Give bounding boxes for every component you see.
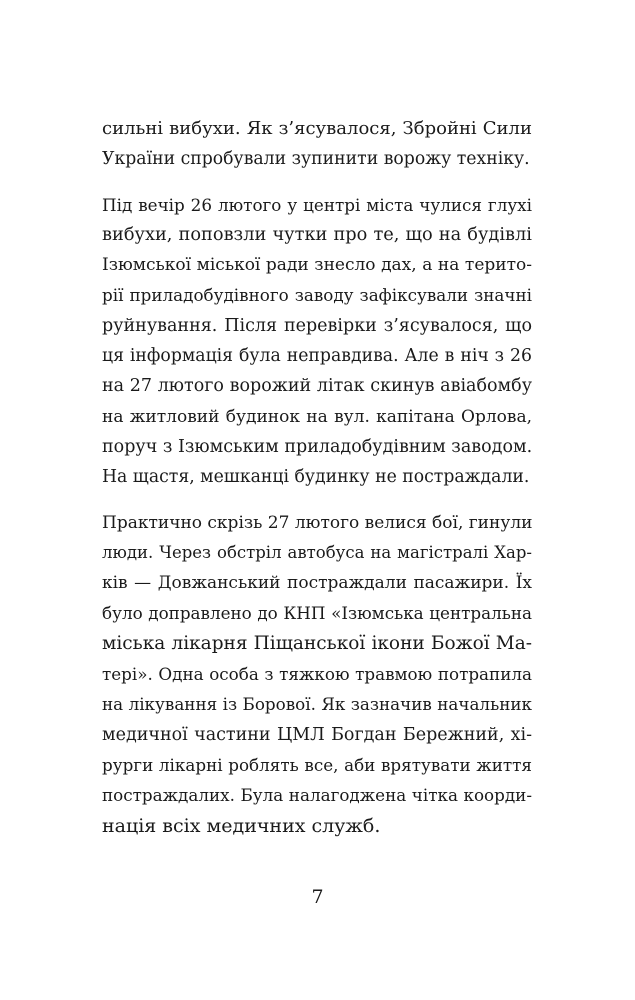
text-line: поруч з Ізюмським приладобудівним заводом. — [102, 436, 533, 457]
text-line: вибухи, поповзли чутки про те, що на будівлі — [102, 224, 532, 245]
text-line: міська лікарня Піщанської ікони Божої Ма- — [102, 632, 532, 654]
text-line: люди. Через обстріл автобуса на магістралі Хар- — [102, 542, 532, 562]
text-line: сильні вибухи. Як з’ясувалося, Збройні Сили — [102, 118, 532, 139]
body-text — [102, 114, 532, 841]
text-line: ця інформація була неправдива. Але в ніч з 26 — [102, 346, 532, 367]
text-line: рії приладобудівного заводу зафіксували значні — [102, 285, 532, 306]
text-line: Практично скрізь 27 лютого велися бої, гинули — [102, 512, 533, 533]
page-number: 7 — [311, 886, 324, 908]
paragraph-2 — [102, 190, 532, 493]
paragraph-1 — [102, 114, 532, 175]
text-line: на житловий будинок на вул. капітана Орлова, — [102, 406, 532, 427]
text-line: на 27 лютого ворожий літак скинув авіабомбу — [102, 376, 532, 397]
text-line: нація всіх медичних служб. — [102, 814, 381, 837]
text-line: ків — Довжанський постраждали пасажири. Їх — [102, 573, 532, 594]
text-line: медичної частини ЦМЛ Богдан Бережний, хі- — [102, 724, 532, 745]
text-line: руйнування. Після перевірки з’ясувалося, що — [102, 315, 532, 336]
text-line: постраждалих. Була налагоджена чітка коорди- — [102, 785, 532, 806]
text-line: Ізюмської міської ради знесло дах, а на терито- — [102, 255, 532, 276]
text-line: України спробували зупинити ворожу техніку. — [102, 149, 530, 170]
paragraph-3 — [102, 508, 532, 841]
text-line: рурги лікарні роблять все, аби врятувати життя — [102, 754, 532, 775]
text-line: на лікування із Борової. Як зазначив начальник — [102, 694, 532, 715]
text-line: На щастя, мешканці будинку не постраждали. — [102, 467, 530, 488]
text-line: Під вечір 26 лютого у центрі міста чулися глухі — [102, 194, 532, 215]
text-line: тері». Одна особа з тяжкою травмою потрапила — [102, 664, 532, 685]
text-line: було доправлено до КНП «Ізюмська центральна — [102, 603, 532, 624]
